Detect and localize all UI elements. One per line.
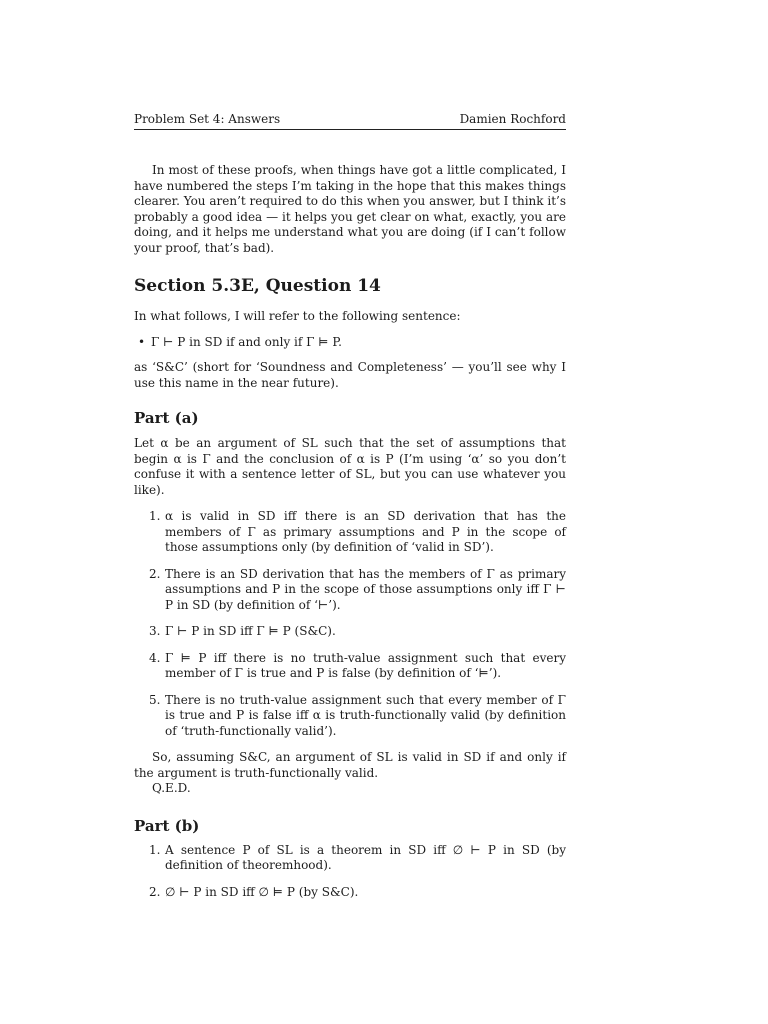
part-a-conclusion: So, assuming S&C, an argument of SL is valid in SD if and only if the argument is truth-functionally valid. xyxy=(134,750,566,780)
step-number: 1. xyxy=(149,842,161,857)
step-text: α is valid in SD iff there is an SD derivation that has the members of Γ as primary assumptions and P in the scope of those assumptions only (by definition of ‘valid in SD’). xyxy=(165,509,566,554)
step-number: 1. xyxy=(149,509,161,523)
step-text: There is no truth-value assignment such that every member of Γ is true and P is false iff α is truth-functionally valid (by definition of ‘truth-functionally valid’). xyxy=(165,692,566,738)
step-number: 3. xyxy=(149,624,161,638)
part-a-heading: Part (a) xyxy=(134,409,199,427)
step-number: 2. xyxy=(149,566,161,581)
running-header xyxy=(134,112,566,130)
step-text: ∅ ⊢ P in SD iff ∅ ⊨ P (by S&C). xyxy=(165,884,359,899)
step-text: There is an SD derivation that has the members of Γ as primary assumptions and P in the scope of those assumptions only iff Γ ⊢ P in SD (by definition of ‘⊢’). xyxy=(165,566,566,612)
intro-paragraph: In most of these proofs, when things have got a little complicated, I have numbered the steps I’m taking in the hope that this makes things clearer. You aren’t required to do this when you answer, but I think it’s probably a good idea — it helps you get clear on what, exactly, you are doing, and it helps me understand what you are doing (if I can’t follow your proof, that’s bad). xyxy=(134,163,566,255)
section-after-bullet: as ‘S&C’ (short for ‘Soundness and Completeness’ — you’ll see why I use this name in the near future). xyxy=(134,360,566,390)
step-number: 2. xyxy=(149,884,161,899)
qed-mark: Q.E.D. xyxy=(152,781,191,795)
part-a-lead: Let α be an argument of SL such that the set of assumptions that begin α is Γ and the conclusion of α is P (I’m using ‘α’ so you don’t confuse it with a sentence letter of SL, but you can use whatever you like). xyxy=(134,436,566,497)
section-lead: In what follows, I will refer to the following sentence: xyxy=(134,309,461,323)
list-item xyxy=(134,843,566,874)
part-b-heading: Part (b) xyxy=(134,816,200,835)
header-author: Damien Rochford xyxy=(459,112,566,126)
step-number: 5. xyxy=(149,692,161,707)
list-item xyxy=(134,885,566,901)
step-number: 4. xyxy=(149,650,161,665)
part-a-steps xyxy=(134,509,566,739)
part-b-steps xyxy=(134,843,566,901)
list-item xyxy=(134,567,566,614)
list-item xyxy=(134,624,566,640)
bullet-text: Γ ⊢ P in SD if and only if Γ ⊨ P. xyxy=(151,334,342,349)
header-title: Problem Set 4: Answers xyxy=(134,112,281,126)
document-page xyxy=(134,112,566,911)
list-item xyxy=(134,335,566,351)
list-item xyxy=(134,651,566,682)
step-text: A sentence P of SL is a theorem in SD iff ∅ ⊢ P in SD (by definition of theoremhood). xyxy=(165,842,566,872)
section-heading: Section 5.3E, Question 14 xyxy=(134,276,381,296)
list-item xyxy=(134,509,566,556)
list-item xyxy=(134,693,566,740)
step-text: Γ ⊨ P iff there is no truth-value assignment such that every member of Γ is true and P is false (by definition of ‘⊨’). xyxy=(165,650,566,680)
step-text: Γ ⊢ P in SD iff Γ ⊨ P (S&C). xyxy=(165,624,336,638)
bullet-list xyxy=(134,335,566,351)
bullet-icon: • xyxy=(138,334,146,349)
